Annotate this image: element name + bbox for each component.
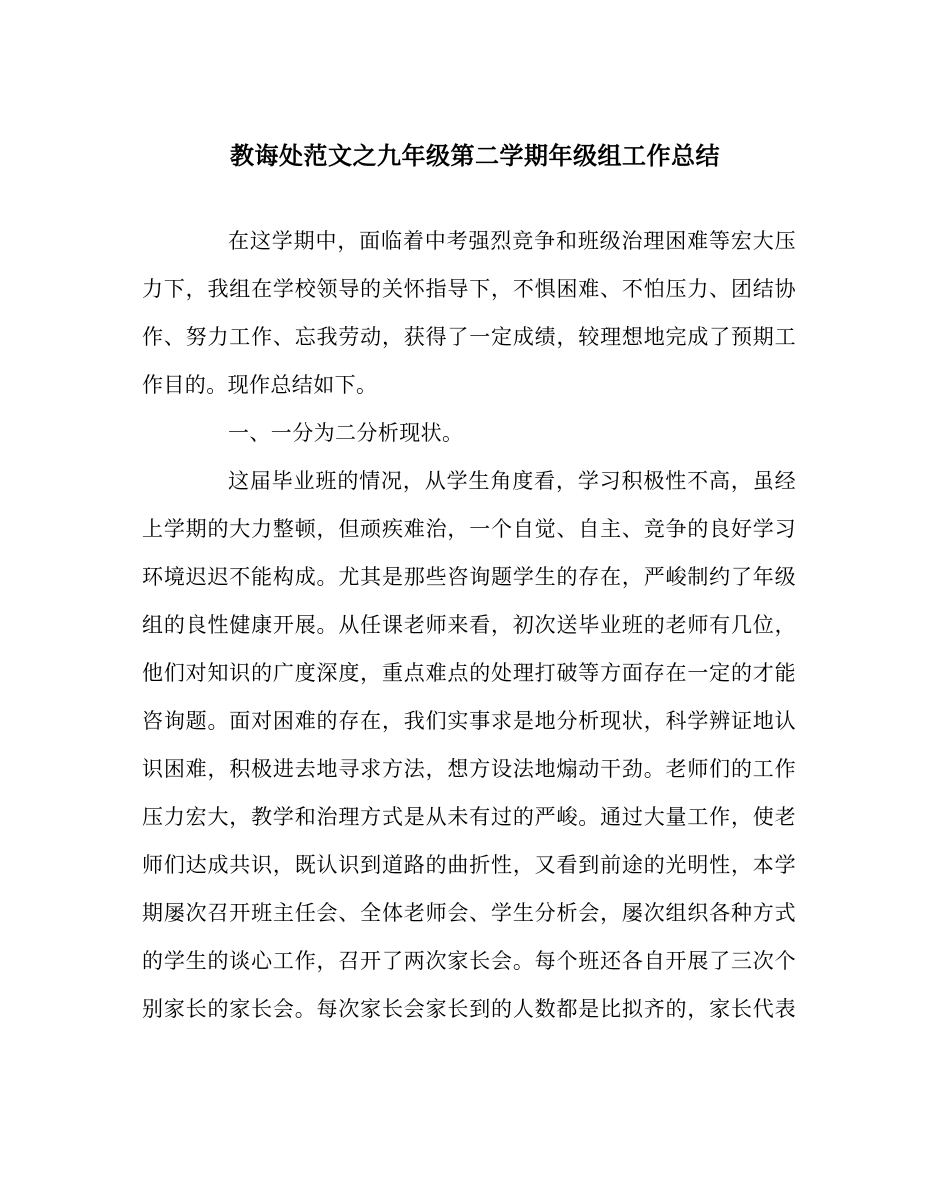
- paragraph-line: 期屡次召开班主任会、全体老师会、学生分析会，屡次组织各种方式: [142, 901, 796, 925]
- paragraph-line: 作目的。现作总结如下。: [142, 373, 378, 397]
- paragraph-line: 识困难，积极进去地寻求方法，想方设法地煽动干劲。老师们的工作: [142, 757, 796, 781]
- paragraph-line: 这届毕业班的情况，从学生角度看，学习积极性不高，虽经: [228, 469, 796, 493]
- paragraph-line: 咨询题。面对困难的存在，我们实事求是地分析现状，科学辨证地认: [142, 709, 796, 733]
- paragraph-line: 组的良性健康开展。从任课老师来看，初次送毕业班的老师有几位，: [142, 613, 796, 637]
- paragraph-line: 压力宏大，教学和治理方式是从未有过的严峻。通过大量工作，使老: [142, 805, 796, 829]
- paragraph-line: 的学生的谈心工作，召开了两次家长会。每个班还各自开展了三次个: [142, 949, 796, 973]
- paragraph-line: 环境迟迟不能构成。尤其是那些咨询题学生的存在，严峻制约了年级: [142, 565, 796, 589]
- paragraph-line: 作、努力工作、忘我劳动，获得了一定成绩，较理想地完成了预期工: [142, 325, 796, 349]
- document-title: 教诲处范文之九年级第二学期年级组工作总结: [230, 141, 720, 170]
- paragraph-line: 别家长的家长会。每次家长会家长到的人数都是比拟齐的，家长代表: [142, 997, 796, 1021]
- paragraph-line: 他们对知识的广度深度，重点难点的处理打破等方面存在一定的才能: [142, 661, 796, 685]
- paragraph-line: 在这学期中，面临着中考强烈竞争和班级治理困难等宏大压: [228, 229, 796, 253]
- paragraph-line: 上学期的大力整顿，但顽疾难治，一个自觉、自主、竞争的良好学习: [142, 517, 796, 541]
- paragraph-line: 力下，我组在学校领导的关怀指导下，不惧困难、不怕压力、团结协: [142, 277, 796, 301]
- section-heading: 一、一分为二分析现状。: [228, 421, 464, 445]
- paragraph-line: 师们达成共识，既认识到道路的曲折性，又看到前途的光明性，本学: [142, 853, 796, 877]
